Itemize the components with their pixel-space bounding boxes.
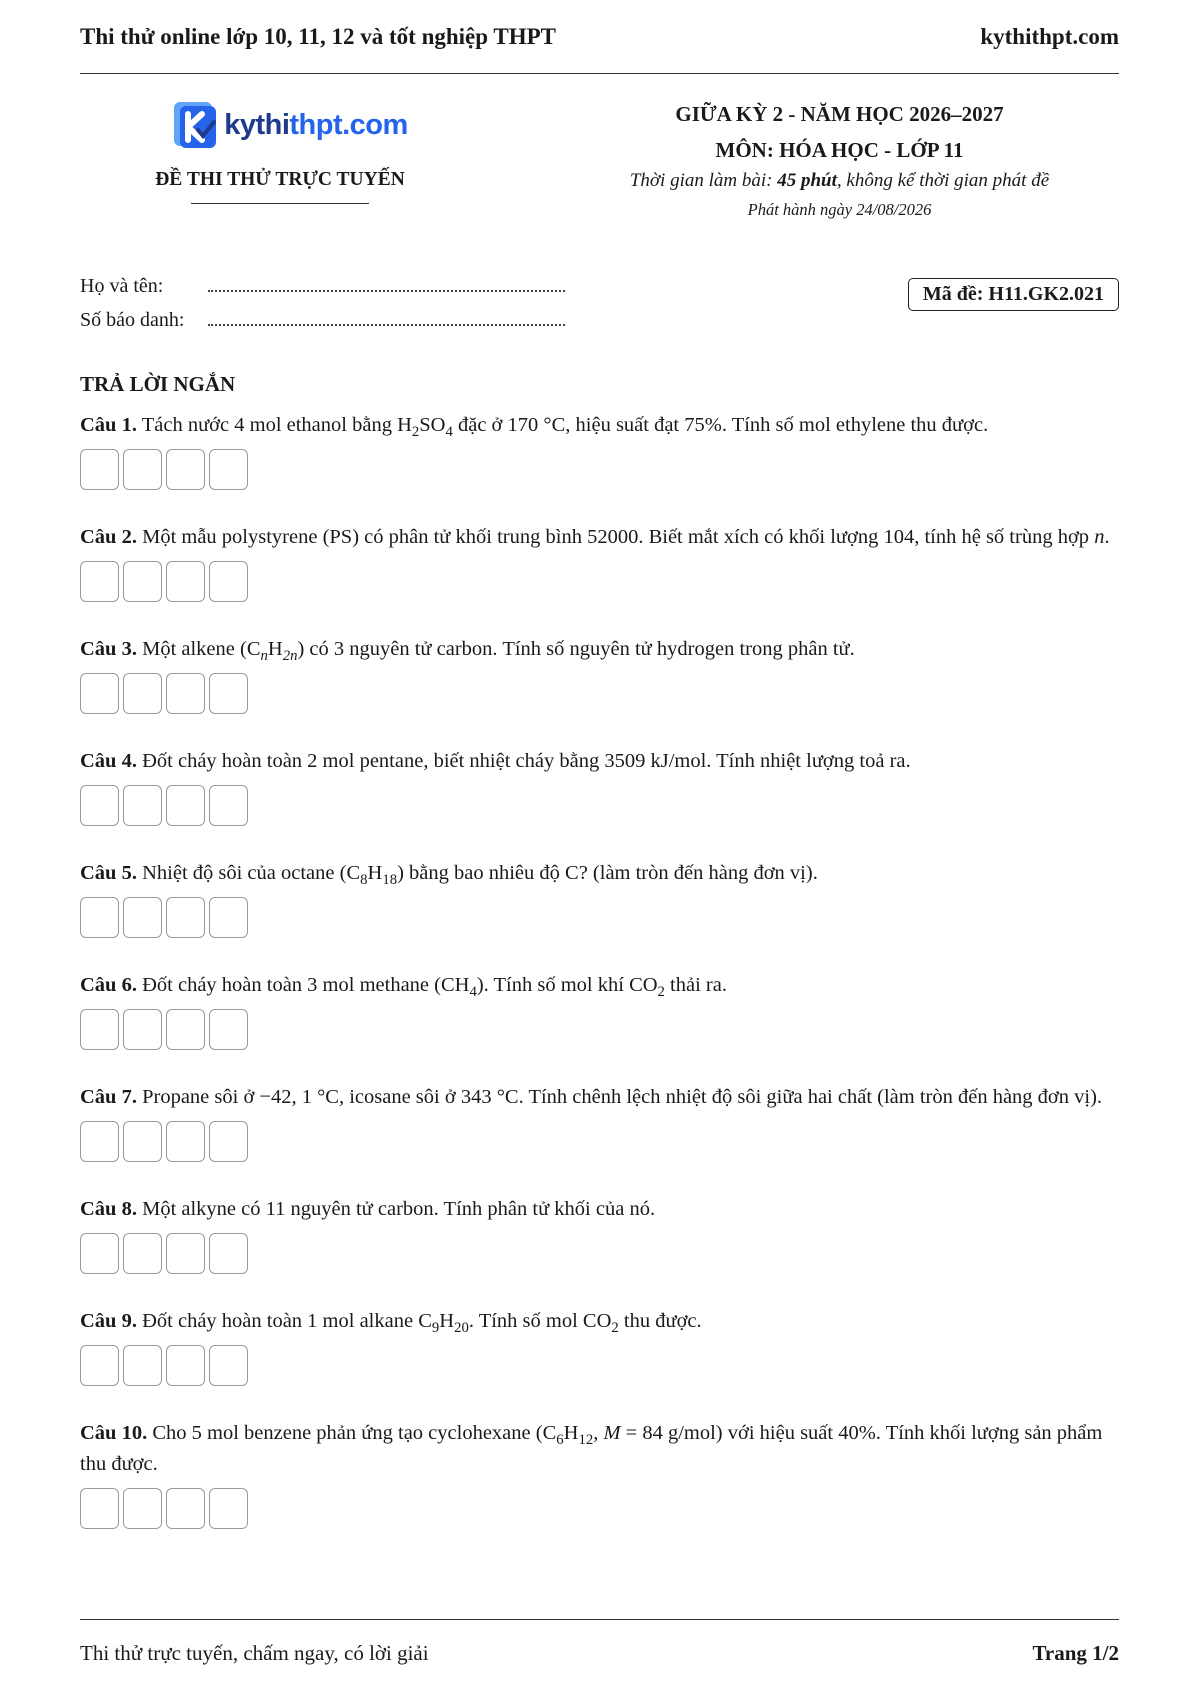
question-text-segment: M (603, 1422, 621, 1444)
page-number: Trang 1/2 (1032, 1641, 1119, 1665)
answer-box[interactable] (209, 1488, 248, 1529)
question-item (80, 858, 1119, 938)
answer-boxes (80, 561, 1119, 602)
answer-box[interactable] (123, 561, 162, 602)
id-field[interactable] (208, 324, 565, 326)
answer-box[interactable] (209, 785, 248, 826)
header-left-text: Thi thử online lớp 10, 11, 12 và tốt nghiệp THPT (80, 24, 556, 49)
answer-box[interactable] (166, 785, 205, 826)
answer-box[interactable] (80, 449, 119, 490)
answer-box[interactable] (123, 1488, 162, 1529)
question-text (80, 634, 1119, 665)
answer-box[interactable] (166, 449, 205, 490)
answer-box[interactable] (166, 1345, 205, 1386)
question-text-segment: Đốt cháy hoàn toàn 2 mol pentane, biết nhiệt cháy bằng 3509 kJ/mol. Tính nhiệt lượng toả ra. (136, 750, 911, 772)
brand-underline (191, 203, 369, 204)
answer-boxes (80, 1121, 1119, 1162)
question-text-segment: Đốt cháy hoàn toàn 3 mol methane (CH (136, 974, 470, 996)
question-item (80, 1082, 1119, 1162)
question-text-segment: ). Tính số mol khí CO (476, 974, 658, 996)
exam-title: GIỮA KỲ 2 - NĂM HỌC 2026–2027 (675, 102, 1004, 126)
brand-block (80, 100, 480, 204)
question-text-segment: . (1104, 526, 1110, 548)
question-text-segment: 4 (445, 424, 453, 441)
brand-subtitle: ĐỀ THI THỬ TRỰC TUYẾN (155, 169, 405, 190)
answer-box[interactable] (123, 785, 162, 826)
question-text-segment: đặc ở 170 °C, hiệu suất đạt 75%. Tính số mol ethylene thu được. (452, 414, 989, 436)
question-number: Câu 2. (80, 526, 137, 548)
answer-box[interactable] (166, 1121, 205, 1162)
question-text (80, 1306, 1119, 1337)
question-text-segment: 6 (556, 1432, 564, 1449)
question-text (80, 522, 1119, 553)
answer-box[interactable] (123, 449, 162, 490)
question-text-segment: H (563, 1422, 579, 1444)
question-text-segment: H (439, 1310, 455, 1332)
student-info (80, 264, 565, 332)
answer-box[interactable] (80, 1009, 119, 1050)
question-text-segment: 2 (411, 424, 420, 441)
question-text-segment: Nhiệt độ sôi của octane (C (136, 862, 361, 884)
question-text-segment: thu được. (618, 1310, 702, 1332)
question-text-segment: 20 (454, 1320, 469, 1337)
question-item (80, 746, 1119, 826)
question-text-segment: 2n (282, 648, 298, 665)
question-text-segment: Một alkyne có 11 nguyên tử carbon. Tính phân tử khối của nó. (136, 1198, 656, 1220)
question-text-segment: Cho 5 mol benzene phản ứng tạo cyclohexane (C (147, 1422, 557, 1444)
question-text (80, 970, 1119, 1001)
question-text-segment: Tách nước 4 mol ethanol bằng H (136, 414, 412, 436)
answer-box[interactable] (209, 561, 248, 602)
answer-box[interactable] (209, 1121, 248, 1162)
answer-box[interactable] (209, 897, 248, 938)
answer-box[interactable] (80, 561, 119, 602)
question-text-segment: 18 (382, 872, 398, 889)
answer-boxes (80, 897, 1119, 938)
question-text-segment: H (367, 862, 383, 884)
question-text-segment: n (260, 648, 268, 665)
question-text-segment: 12 (578, 1432, 594, 1449)
answer-boxes (80, 1345, 1119, 1386)
question-text-segment: 2 (611, 1320, 619, 1337)
answer-box[interactable] (123, 1233, 162, 1274)
answer-box[interactable] (166, 561, 205, 602)
question-text-segment: H (267, 638, 283, 660)
answer-box[interactable] (80, 1345, 119, 1386)
question-number: Câu 9. (80, 1310, 137, 1332)
question-item (80, 634, 1119, 714)
question-text-segment: thải ra. (664, 974, 727, 996)
logo (172, 100, 408, 150)
question-text-segment: Một mẫu polystyrene (PS) có phân tử khối trung bình 52000. Biết mắt xích có khối lượng 104, tính hệ số trùng hợp (136, 526, 1095, 548)
question-text-segment: Propane sôi ở −42, 1 °C, icosane sôi ở 343 °C. Tính chênh lệch nhiệt độ sôi giữa hai chất (làm tròn đến hàng đơn vị). (136, 1086, 1103, 1108)
question-text-segment: , (593, 1422, 604, 1444)
question-text (80, 1418, 1119, 1480)
section-title: TRẢ LỜI NGẮN (80, 372, 236, 396)
question-text-segment: SO (419, 414, 446, 436)
answer-box[interactable] (123, 673, 162, 714)
question-text-segment: Một alkene (C (136, 638, 261, 660)
logo-icon (172, 100, 218, 150)
question-number: Câu 3. (80, 638, 137, 660)
answer-boxes (80, 1009, 1119, 1050)
answer-box[interactable] (209, 1233, 248, 1274)
release-date: Phát hành ngày 24/08/2026 (747, 200, 932, 219)
answer-box[interactable] (166, 897, 205, 938)
question-text (80, 1194, 1119, 1225)
answer-box[interactable] (80, 1233, 119, 1274)
answer-box[interactable] (209, 1009, 248, 1050)
footer-divider (80, 1619, 1119, 1620)
question-number: Câu 7. (80, 1086, 137, 1108)
header-divider (80, 73, 1119, 74)
answer-box[interactable] (209, 449, 248, 490)
question-item (80, 410, 1119, 490)
answer-box[interactable] (80, 673, 119, 714)
answer-boxes (80, 673, 1119, 714)
top-header (80, 22, 1119, 52)
answer-box[interactable] (166, 673, 205, 714)
answer-boxes (80, 1233, 1119, 1274)
answer-box[interactable] (209, 1345, 248, 1386)
answer-box[interactable] (80, 785, 119, 826)
question-text-segment: ) có 3 nguyên tử carbon. Tính số nguyên tử hydrogen trong phân tử. (297, 638, 855, 660)
question-text-segment: 8 (360, 872, 368, 889)
question-number: Câu 8. (80, 1198, 137, 1220)
logo-text: kythithpt.com (224, 108, 408, 141)
answer-box[interactable] (80, 1488, 119, 1529)
question-text-segment: . Tính số mol CO (468, 1310, 612, 1332)
question-text (80, 746, 1119, 777)
answer-box[interactable] (123, 1345, 162, 1386)
answer-boxes (80, 1488, 1119, 1529)
name-row (80, 264, 565, 298)
answer-box[interactable] (123, 897, 162, 938)
question-text (80, 410, 1119, 441)
exam-duration: Thời gian làm bài: 45 phút, không kể thời gian phát đề (629, 170, 1050, 191)
question-item (80, 1418, 1119, 1529)
question-text-segment: ) bằng bao nhiêu độ C? (làm tròn đến hàng đơn vị). (397, 862, 818, 884)
answer-box[interactable] (80, 897, 119, 938)
answer-boxes (80, 449, 1119, 490)
question-number: Câu 4. (80, 750, 137, 772)
answer-box[interactable] (166, 1009, 205, 1050)
footer (80, 1641, 1119, 1666)
footer-tagline: Thi thử trực tuyến, chấm ngay, có lời giải (80, 1641, 429, 1665)
question-number: Câu 1. (80, 414, 137, 436)
exam-subject: MÔN: HÓA HỌC - LỚP 11 (715, 138, 964, 162)
question-number: Câu 6. (80, 974, 137, 996)
answer-box[interactable] (209, 673, 248, 714)
question-text-segment: n (1094, 526, 1105, 548)
name-field[interactable] (208, 290, 565, 292)
id-row (80, 298, 565, 332)
id-label: Số báo danh: (80, 309, 185, 331)
exam-code-box: Mã đề: H11.GK2.021 (908, 278, 1119, 311)
answer-box[interactable] (166, 1488, 205, 1529)
name-label: Họ và tên: (80, 275, 164, 297)
question-item (80, 522, 1119, 602)
answer-box[interactable] (80, 1121, 119, 1162)
question-text (80, 1082, 1119, 1113)
header-site-link[interactable]: kythithpt.com (980, 24, 1119, 49)
question-text-segment: 9 (431, 1320, 440, 1337)
question-text-segment: 2 (657, 984, 665, 1001)
exam-info (560, 96, 1119, 220)
question-text-segment: 4 (469, 984, 477, 1001)
question-number: Câu 10. (80, 1422, 148, 1444)
question-number: Câu 5. (80, 862, 137, 884)
answer-boxes (80, 785, 1119, 826)
answer-box[interactable] (123, 1009, 162, 1050)
question-text-segment: = 84 g/mol) với hiệu suất 40%. Tính khối lượng sản phẩm thu được. (80, 1422, 1103, 1475)
answer-box[interactable] (123, 1121, 162, 1162)
question-item (80, 970, 1119, 1050)
question-item (80, 1194, 1119, 1274)
question-list (80, 410, 1119, 1561)
question-text (80, 858, 1119, 889)
question-item (80, 1306, 1119, 1386)
answer-box[interactable] (166, 1233, 205, 1274)
question-text-segment: Đốt cháy hoàn toàn 1 mol alkane C (136, 1310, 432, 1332)
